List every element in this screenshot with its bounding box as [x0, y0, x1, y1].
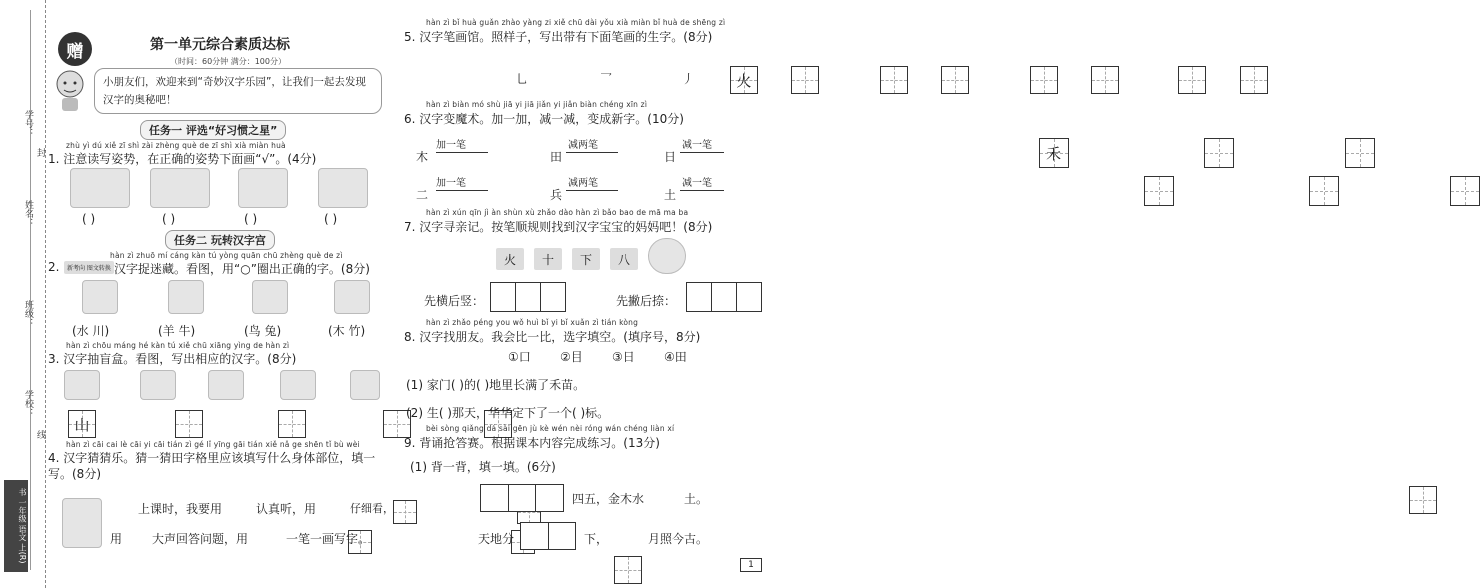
q2-text: 汉字捉迷藏。看图，用“○”圈出正确的字。(8分) [114, 262, 370, 276]
q6-r1-op3: 减一笔 [682, 140, 712, 151]
q6-r2-a: 二 [416, 188, 429, 202]
q6-r1-arrow3 [680, 152, 724, 153]
q6-r2-op: 加一笔 [436, 178, 466, 189]
q4-sentence2-a: 用 [110, 532, 123, 546]
binding-margin [0, 0, 46, 588]
q9-line2-a: 天地分 [478, 532, 515, 546]
q7-right-boxes[interactable] [686, 282, 762, 312]
q1-pic-2 [150, 168, 210, 208]
q6-r1-op2: 减两笔 [568, 140, 598, 151]
q8-option-2: ②目 [560, 350, 583, 364]
q7-text: 7. 汉字寻亲记。按笔顺规则找到汉字宝宝的妈妈吧！(8分) [404, 220, 713, 234]
mountain-icon [64, 370, 100, 400]
octopus-icon [648, 238, 686, 274]
q6-r1-arrow [436, 152, 488, 153]
sheep-icon [168, 280, 204, 314]
q8-option-3: ③日 [612, 350, 635, 364]
q1-pic-3 [238, 168, 288, 208]
q8-option-1: ①口 [508, 350, 531, 364]
class-label: 班级： [23, 300, 33, 327]
field-icon [280, 370, 316, 400]
q5-grid-6[interactable] [1091, 66, 1119, 94]
q2-pair-3[interactable]: (鸟 兔) [244, 324, 282, 338]
q5-stroke-1: 乚 [516, 72, 529, 86]
q2-pair-1[interactable]: (水 川) [72, 324, 110, 338]
q6-r2-c: 土 [664, 188, 677, 202]
q7-chip-2[interactable]: 十 [534, 248, 562, 270]
q6-r1-arrow2 [566, 152, 618, 153]
q8-option-4: ④田 [664, 350, 687, 364]
q5-grid-8[interactable] [1240, 66, 1268, 94]
q9-pinyin: bèi sòng qiǎng dá sài gēn jù kè wén nèi róng wán chéng liàn xí [426, 424, 675, 433]
q4-sentence2-c: 一笔一画写字。 [286, 532, 371, 546]
q5-grid-5[interactable] [1030, 66, 1058, 94]
q9-grid-2[interactable] [614, 556, 642, 584]
q6-r1-grid-3[interactable] [1345, 138, 1375, 168]
bamboo-icon [334, 280, 370, 314]
q6-r1-ans: 禾 [1046, 144, 1062, 163]
q5-grid-2[interactable] [791, 66, 819, 94]
page-number: 1 [740, 558, 762, 572]
gift-badge [58, 32, 92, 66]
q1-answer-1[interactable]: ( ) [82, 212, 96, 226]
q7-chip-4[interactable]: 八 [610, 248, 638, 270]
q1-text: 1. 注意读写姿势，在正确的姿势下面画“√”。(4分) [48, 152, 317, 166]
q3-text: 3. 汉字抽盲盒。看图，写出相应的汉字。(8分) [48, 352, 297, 366]
student-writing-icon [62, 498, 102, 548]
q6-r1-grid-1[interactable] [1039, 138, 1069, 168]
q5-stroke-2: 乛 [600, 72, 613, 86]
q7-chip-3[interactable]: 下 [572, 248, 600, 270]
q6-pinyin: hàn zì biàn mó shù jiā yi jiā jiǎn yi jiǎn biàn chéng xīn zì [426, 100, 648, 109]
q6-r2-b: 兵 [550, 188, 563, 202]
q5-pinyin: hàn zì bǐ huà guǎn zhào yàng zi xiě chū dài yǒu xià miàn bǐ huà de shēng zì [426, 18, 726, 27]
task2-banner [165, 230, 275, 250]
q5-grid-1-char: 火 [736, 71, 752, 90]
q9-line2-c: 月照今古。 [648, 532, 709, 546]
q4-sentence1-a: 上课时，我要用 [138, 502, 223, 516]
q6-r2-op2: 减两笔 [568, 178, 598, 189]
grade-bar [4, 480, 28, 572]
q4-sentence1-b: 认真听，用 [256, 502, 317, 516]
q9-text: 9. 背诵抢答赛。根据课本内容完成练习。(13分) [404, 436, 660, 450]
q6-r2-arrow3 [680, 190, 724, 191]
q1-answer-4[interactable]: ( ) [324, 212, 338, 226]
seal-mark: 封 [35, 148, 45, 157]
q5-stroke-3: 丿 [682, 72, 695, 86]
line-mark: 线 [35, 430, 45, 439]
q6-r1-c: 日 [664, 150, 677, 164]
q4-text: 4. 汉字猜猜乐。猜一猜田字格里应该填写什么身体部位，填一写。(8分) [48, 451, 376, 481]
q7-right-label: 先撇后捺： [616, 294, 677, 308]
q4-sentence1-c: 仔细看， [350, 502, 394, 515]
q6-text: 6. 汉字变魔术。加一加，减一减，变成新字。(10分) [404, 112, 684, 126]
q2-pinyin: hàn zì zhuō mí cáng kàn tú yòng quān chū zhèng què de zì [110, 251, 343, 260]
q9-sub: (1) 背一背，填一填。(6分) [410, 460, 556, 474]
q6-r2-grid-3[interactable] [1450, 176, 1480, 206]
q5-grid-4[interactable] [941, 66, 969, 94]
q6-r1-b: 田 [550, 150, 563, 164]
q8-sentence-2[interactable]: (2) 生( )那天，华华定下了一个( )标。 [406, 406, 610, 420]
q1-answer-2[interactable]: ( ) [162, 212, 176, 226]
q1-pinyin: zhù yì dú xiě zī shì zài zhèng què de zī shì xià miàn huà [66, 141, 286, 150]
grade-bar-prefix: 书 [18, 488, 27, 497]
task2-label: 任务二 [174, 234, 207, 247]
q3-pinyin: hàn zì chōu máng hé kàn tú xiě chū xiāng yìng de hàn zì [66, 341, 290, 350]
q6-r2-grid-2[interactable] [1309, 176, 1339, 206]
q9-line1b: 土。 [684, 492, 709, 506]
q4-pinyin: hàn zì cāi cai lè cāi yi cāi tián zì gé lǐ yīng gāi tián xiě nǎ ge shēn tǐ bù wèi [66, 440, 360, 449]
task1-banner [140, 120, 286, 140]
q4-grid-1[interactable] [393, 500, 417, 524]
q2-number: 2. [48, 260, 60, 274]
student-id-label: 学号： [23, 110, 33, 137]
q5-grid-3[interactable] [880, 66, 908, 94]
bird-icon [252, 280, 288, 314]
q8-sentence-1[interactable]: (1) 家门( )的( )地里长满了禾苗。 [406, 378, 586, 392]
q9-line1: 四五，金木水 [572, 492, 645, 506]
q1-pic-4 [318, 168, 368, 208]
q3-grid-1-char: 山 [74, 415, 90, 434]
q4-sentence2-b: 大声回答问题，用 [152, 532, 249, 546]
grain-icon [350, 370, 380, 400]
q2-pair-4[interactable]: (木 竹) [328, 324, 366, 338]
cartoon-girl-icon [50, 68, 90, 112]
q5-grid-7[interactable] [1178, 66, 1206, 94]
q7-chip-1[interactable]: 火 [496, 248, 524, 270]
page-title: 第一单元综合素质达标 [150, 37, 290, 53]
gift-badge-text: 赠 [66, 41, 84, 62]
q7-left-label: 先横后竖： [424, 294, 485, 308]
time-score-info: （时间：60分钟 满分：100分） [170, 57, 286, 66]
q1-answer-3[interactable]: ( ) [244, 212, 258, 226]
fire-icon [140, 370, 176, 400]
intro-box: 小朋友们，欢迎来到“奇妙汉字乐园”，让我们一起去发现汉字的奥秘吧！ [94, 68, 382, 114]
school-label: 学校： [23, 390, 33, 417]
q6-r2-grid-1[interactable] [1144, 176, 1174, 206]
name-label: 姓名： [23, 200, 33, 227]
q3-grid-3[interactable] [278, 410, 306, 438]
q7-left-boxes[interactable] [490, 282, 566, 312]
q5-text: 5. 汉字笔画馆。照样子，写出带有下面笔画的生字。(8分) [404, 30, 713, 44]
q2-tag: 新考向 图文转换 [64, 261, 114, 274]
q6-r2-op3: 减一笔 [682, 178, 712, 189]
binding-line [30, 10, 31, 570]
q5-grid-1[interactable] [730, 66, 758, 94]
q6-r1-grid-2[interactable] [1204, 138, 1234, 168]
sun-icon [208, 370, 244, 400]
q7-pinyin: hàn zì xún qīn jì àn shùn xù zhǎo dào hàn zì bǎo bao de mā ma ba [426, 208, 689, 217]
q9-boxes-2[interactable] [520, 522, 576, 550]
q2-pair-2[interactable]: (羊 牛) [158, 324, 196, 338]
q3-grid-1[interactable] [68, 410, 96, 438]
q6-r2-arrow2 [566, 190, 618, 191]
task1-label: 任务一 [149, 124, 182, 137]
q3-grid-2[interactable] [175, 410, 203, 438]
q6-r1-op: 加一笔 [436, 140, 466, 151]
q8-text: 8. 汉字找朋友。我会比一比，选字填空。(填序号，8分) [404, 330, 701, 344]
q9-boxes-1[interactable] [480, 484, 564, 512]
q9-line2-b: 下， [584, 532, 609, 546]
q1-pic-1 [70, 168, 130, 208]
task1-title: 评选“好习惯之星” [185, 124, 278, 137]
q6-r2-arrow [436, 190, 488, 191]
q8-pinyin: hàn zì zhǎo péng you wǒ huì bǐ yi bǐ xuǎn zì tián kòng [426, 318, 639, 327]
grade-bar-text: 一年级 语文 上(R) [18, 498, 27, 564]
water-icon [82, 280, 118, 314]
q9-grid-1[interactable] [1409, 486, 1437, 514]
q6-r1-a: 木 [416, 150, 429, 164]
task2-title: 玩转汉字宫 [210, 234, 266, 247]
